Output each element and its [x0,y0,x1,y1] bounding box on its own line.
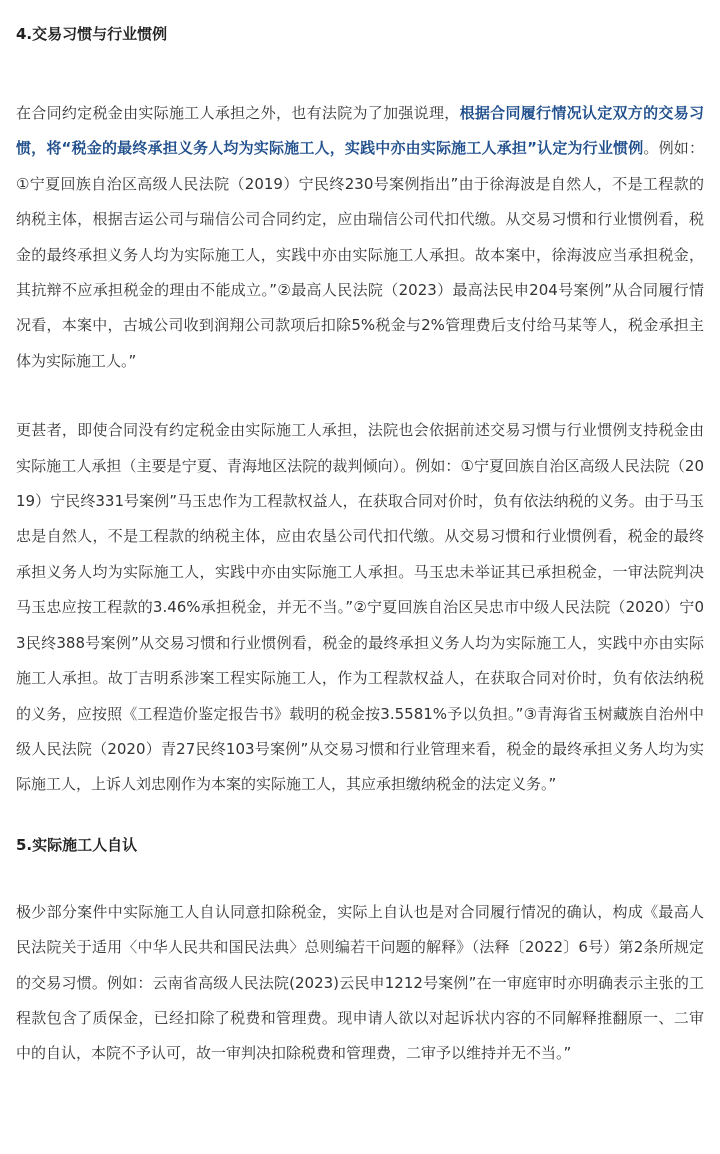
paragraph-intro-text: 在合同约定税金由实际施工人承担之外，也有法院为了加强说理， [16,104,460,122]
section-heading-self-admission: 5.实际施工人自认 [16,835,138,854]
paragraph-no-agreement-cases: 更甚者，即使合同没有约定税金由实际施工人承担，法院也会依据前述交易习惯与行业惯例支持税金由实际施工人承担（主要是宁夏、青海地区法院的裁判倾向）。例如：①宁夏回族自治区高级人民法院（2019）宁民终331号案例”马玉忠作为工程款权益人，在获取合同对价时，负有依法纳税的义务。由于马玉忠是自然人，不是工程款的纳税主体，应由农垦公司代扣代缴。从交易习惯和行业惯例看，税金的最终承担义务人均为实际施工人，实践中亦由实际施工人承担。马玉忠未举证其已承担税金，一审法院判决马玉忠应按工程款的3.46%承担税金，并无不当。”②宁夏回族自治区吴忠市中级人民法院（2020）宁03民终388号案例”从交易习惯和行业惯例看，税金的最终承担义务人均为实际施工人，实践中亦由实际施工人承担。故丁吉明系涉案工程实际施工人，作为工程款权益人，在获取合同对价时，负有依法纳税的义务，应按照《工程造价鉴定报告书》载明的税金按3.5581%予以负担。”③青海省玉树藏族自治州中级人民法院（2020）青27民终103号案例”从交易习惯和行业管理来看，税金的最终承担义务人均为实际施工人，上诉人刘忠刚作为本案的实际施工人，其应承担缴纳税金的法定义务。” [16,421,704,794]
paragraph-contract-agreement [16,96,704,379]
highlighted-conclusion: 根据合同履行情况认定双方的交易习惯，将“税金的最终承担义务人均为实际施工人，实践中亦由实际施工人承担”认定为行业惯例 [16,104,704,158]
section-heading-trade-custom: 4.交易习惯与行业惯例 [16,25,168,43]
paragraph-examples-text: 。例如：①宁夏回族自治区高级人民法院（2019）宁民终230号案例指出”由于徐海波是自然人，不是工程款的纳税主体，根据吉运公司与瑞信公司合同约定，应由瑞信公司代扣代缴。从交易习惯和行业惯例看，税金的最终承担义务人均为实际施工人，实践中亦由实际施工人承担。故本案中，徐海波应当承担税金，其抗辩不应承担税金的理由不能成立。”②最高人民法院（2023）最高法民申204号案例”从合同履行情况看，本案中，古城公司收到润翔公司款项后扣除5%税金与2%管理费后支付给马某等人，税金承担主体为实际施工人。” [16,139,704,370]
paragraph-self-admission: 极少部分案件中实际施工人自认同意扣除税金，实际上自认也是对合同履行情况的确认，构成《最高人民法院关于适用〈中华人民共和国民法典〉总则编若干问题的解释》（法释〔2022〕6号）第2条所规定的交易习惯。例如：云南省高级人民法院(2023)云民申1212号案例”在一审庭审时亦明确表示主张的工程款包含了质保金，已经扣除了税费和管理费。现申请人欲以对起诉状内容的不同解释推翻原一、二审中的自认，本院不予认可，故一审判决扣除税费和管理费，二审予以维持并无不当。” [16,902,704,1063]
